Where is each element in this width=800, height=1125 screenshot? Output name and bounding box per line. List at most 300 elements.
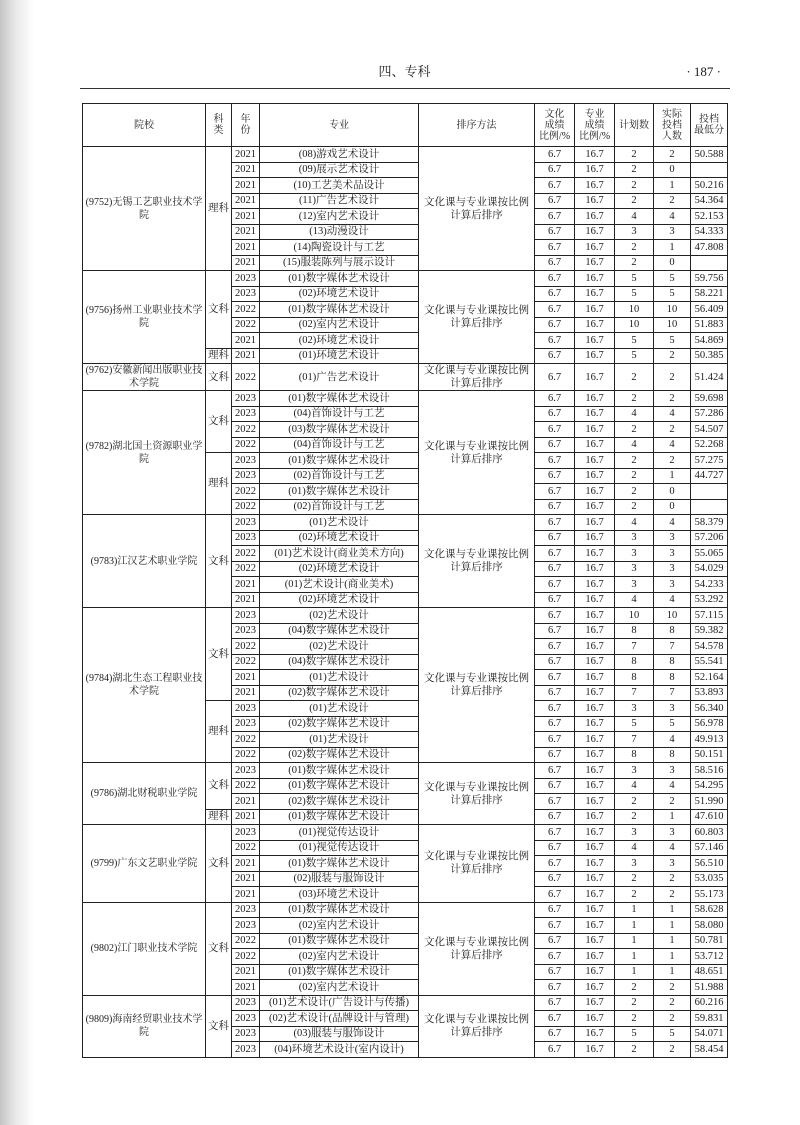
table-row (83, 825, 728, 841)
major-cell: (01)视觉传达设计 (260, 825, 419, 841)
admitted-cell: 4 (654, 840, 691, 856)
header-line: 人数 (662, 130, 682, 142)
method-cell: 文化课与专业课按比例计算后排序 (419, 995, 535, 1057)
culture-ratio-cell: 6.7 (535, 608, 575, 624)
admitted-cell: 2 (654, 995, 691, 1011)
year-cell: 2021 (232, 964, 260, 980)
admitted-cell: 4 (654, 732, 691, 748)
culture-ratio-cell: 6.7 (535, 468, 575, 484)
culture-ratio-cell: 6.7 (535, 980, 575, 996)
year-cell: 2021 (232, 209, 260, 225)
major-cell: (12)室内艺术设计 (260, 209, 419, 225)
culture-ratio-cell: 6.7 (535, 623, 575, 639)
culture-ratio-cell: 6.7 (535, 763, 575, 779)
major-ratio-cell: 16.7 (575, 577, 615, 593)
culture-ratio-cell: 6.7 (535, 1042, 575, 1058)
major-ratio-cell: 16.7 (575, 391, 615, 407)
plan-cell: 2 (615, 193, 654, 209)
major-ratio-cell: 16.7 (575, 209, 615, 225)
year-cell: 2022 (232, 302, 260, 318)
major-ratio-cell: 16.7 (575, 763, 615, 779)
min-score-cell: 51.990 (691, 794, 728, 810)
method-cell: 文化课与专业课按比例计算后排序 (419, 825, 535, 903)
major-cell: (01)数字媒体艺术设计 (260, 809, 419, 825)
min-score-cell: 58.628 (691, 902, 728, 918)
major-ratio-cell: 16.7 (575, 887, 615, 903)
min-score-cell: 58.516 (691, 763, 728, 779)
year-cell: 2021 (232, 809, 260, 825)
min-score-cell: 57.275 (691, 453, 728, 469)
culture-ratio-cell: 6.7 (535, 747, 575, 763)
major-cell: (02)室内艺术设计 (260, 918, 419, 934)
year-cell: 2023 (232, 763, 260, 779)
min-score-cell: 44.727 (691, 468, 728, 484)
plan-cell: 2 (615, 499, 654, 515)
header-major-label: 专业 (329, 119, 349, 131)
major-cell: (02)首饰设计与工艺 (260, 499, 419, 515)
year-cell: 2023 (232, 453, 260, 469)
method-cell: 文化课与专业课按比例计算后排序 (419, 515, 535, 608)
admitted-cell: 0 (654, 162, 691, 178)
year-cell: 2023 (232, 825, 260, 841)
major-ratio-cell: 16.7 (575, 809, 615, 825)
admitted-cell: 0 (654, 255, 691, 271)
major-cell: (01)环境艺术设计 (260, 348, 419, 364)
admitted-cell: 1 (654, 964, 691, 980)
year-cell: 2022 (232, 654, 260, 670)
school-cell: (9783)江汉艺术职业学院 (83, 515, 206, 608)
major-cell: (02)服装与服饰设计 (260, 871, 419, 887)
year-cell: 2022 (232, 364, 260, 391)
plan-cell: 1 (615, 949, 654, 965)
min-score-cell: 59.382 (691, 623, 728, 639)
major-cell: (01)艺术设计 (260, 701, 419, 717)
min-score-cell: 58.379 (691, 515, 728, 531)
culture-ratio-cell: 6.7 (535, 809, 575, 825)
culture-ratio-cell: 6.7 (535, 592, 575, 608)
school-cell: (9809)海南经贸职业技术学院 (83, 995, 206, 1057)
plan-cell: 5 (615, 271, 654, 287)
header-line: 实际 (662, 108, 682, 120)
major-ratio-cell: 16.7 (575, 484, 615, 500)
plan-cell: 2 (615, 422, 654, 438)
major-ratio-cell: 16.7 (575, 1042, 615, 1058)
min-score-cell: 53.035 (691, 871, 728, 887)
culture-ratio-cell: 6.7 (535, 778, 575, 794)
header-method-label: 排序方法 (456, 119, 497, 131)
header-line: 专业 (584, 108, 605, 120)
min-score-cell: 48.651 (691, 964, 728, 980)
category-cell: 文科 (206, 391, 232, 453)
min-score-cell: 53.893 (691, 685, 728, 701)
min-score-cell: 54.029 (691, 561, 728, 577)
major-ratio-cell: 16.7 (575, 685, 615, 701)
admitted-cell: 3 (654, 546, 691, 562)
major-cell: (01)数字媒体艺术设计 (260, 453, 419, 469)
plan-cell: 3 (615, 224, 654, 240)
header-line: 文化 (544, 108, 565, 120)
admitted-cell: 2 (654, 1042, 691, 1058)
plan-cell: 3 (615, 561, 654, 577)
year-cell: 2023 (232, 391, 260, 407)
year-cell: 2021 (232, 178, 260, 194)
min-score-cell: 56.978 (691, 716, 728, 732)
year-cell: 2023 (232, 995, 260, 1011)
plan-cell: 4 (615, 840, 654, 856)
min-score-cell: 59.698 (691, 391, 728, 407)
major-cell: (01)数字媒体艺术设计 (260, 964, 419, 980)
major-ratio-cell: 16.7 (575, 1011, 615, 1027)
table-row (83, 608, 728, 624)
year-cell: 2023 (232, 286, 260, 302)
admitted-cell: 1 (654, 468, 691, 484)
culture-ratio-cell: 6.7 (535, 654, 575, 670)
year-cell: 2021 (232, 670, 260, 686)
header-plan-label: 计划数 (619, 119, 649, 131)
category-cell: 文科 (206, 515, 232, 608)
major-ratio-cell: 16.7 (575, 1026, 615, 1042)
min-score-cell: 57.286 (691, 406, 728, 422)
header-line: 比例/% (578, 130, 611, 142)
admitted-cell: 4 (654, 778, 691, 794)
plan-cell: 3 (615, 577, 654, 593)
plan-cell: 10 (615, 302, 654, 318)
major-cell: (01)艺术设计 (260, 670, 419, 686)
major-ratio-cell: 16.7 (575, 902, 615, 918)
table-row (83, 995, 728, 1011)
year-cell: 2022 (232, 484, 260, 500)
culture-ratio-cell: 6.7 (535, 437, 575, 453)
admitted-cell: 8 (654, 623, 691, 639)
year-cell: 2022 (232, 317, 260, 333)
year-cell: 2023 (232, 716, 260, 732)
year-cell: 2022 (232, 561, 260, 577)
admissions-table (82, 103, 728, 1058)
year-cell: 2022 (232, 933, 260, 949)
admitted-cell: 5 (654, 716, 691, 732)
min-score-cell: 54.869 (691, 333, 728, 349)
culture-ratio-cell: 6.7 (535, 685, 575, 701)
culture-ratio-cell: 6.7 (535, 348, 575, 364)
year-cell: 2021 (232, 255, 260, 271)
major-cell: (03)服装与服饰设计 (260, 1026, 419, 1042)
min-score-cell: 50.781 (691, 933, 728, 949)
year-cell: 2023 (232, 1042, 260, 1058)
page-number: · 187 · (686, 64, 721, 79)
year-cell: 2022 (232, 840, 260, 856)
plan-cell: 3 (615, 763, 654, 779)
header-admitted (654, 104, 691, 147)
table-row (83, 271, 728, 287)
min-score-cell: 56.510 (691, 856, 728, 872)
major-ratio-cell: 16.7 (575, 623, 615, 639)
plan-cell: 8 (615, 747, 654, 763)
header-row (83, 104, 728, 147)
year-cell: 2021 (232, 193, 260, 209)
plan-cell: 4 (615, 406, 654, 422)
culture-ratio-cell: 6.7 (535, 530, 575, 546)
header-line: 投档 (699, 114, 719, 125)
major-cell: (01)艺术设计(商业美术方向) (260, 546, 419, 562)
plan-cell: 2 (615, 147, 654, 163)
year-cell: 2022 (232, 778, 260, 794)
major-cell: (02)环境艺术设计 (260, 333, 419, 349)
major-cell: (02)室内艺术设计 (260, 949, 419, 965)
min-score-cell: 47.808 (691, 240, 728, 256)
year-cell: 2023 (232, 468, 260, 484)
culture-ratio-cell: 6.7 (535, 546, 575, 562)
min-score-cell: 54.233 (691, 577, 728, 593)
major-cell: (02)数字媒体艺术设计 (260, 685, 419, 701)
plan-cell: 2 (615, 1011, 654, 1027)
culture-ratio-cell: 6.7 (535, 255, 575, 271)
major-ratio-cell: 16.7 (575, 255, 615, 271)
plan-cell: 2 (615, 255, 654, 271)
min-score-cell (691, 484, 728, 500)
plan-cell: 2 (615, 871, 654, 887)
min-score-cell: 53.712 (691, 949, 728, 965)
category-cell: 文科 (206, 608, 232, 701)
culture-ratio-cell: 6.7 (535, 856, 575, 872)
year-cell: 2021 (232, 577, 260, 593)
culture-ratio-cell: 6.7 (535, 515, 575, 531)
plan-cell: 3 (615, 825, 654, 841)
min-score-cell: 51.424 (691, 364, 728, 391)
year-cell: 2023 (232, 515, 260, 531)
major-cell: (03)环境艺术设计 (260, 887, 419, 903)
header-method (419, 104, 535, 147)
major-ratio-cell: 16.7 (575, 732, 615, 748)
major-ratio-cell: 16.7 (575, 670, 615, 686)
admitted-cell: 2 (654, 348, 691, 364)
major-cell: (01)数字媒体艺术设计 (260, 856, 419, 872)
major-ratio-cell: 16.7 (575, 333, 615, 349)
culture-ratio-cell: 6.7 (535, 453, 575, 469)
year-cell: 2023 (232, 918, 260, 934)
major-ratio-cell: 16.7 (575, 286, 615, 302)
culture-ratio-cell: 6.7 (535, 422, 575, 438)
method-cell: 文化课与专业课按比例计算后排序 (419, 364, 535, 391)
culture-ratio-cell: 6.7 (535, 670, 575, 686)
year-cell: 2022 (232, 639, 260, 655)
header-line: 最低分 (694, 125, 724, 136)
year-cell: 2023 (232, 1011, 260, 1027)
category-cell: 文科 (206, 271, 232, 349)
major-cell: (02)艺术设计 (260, 608, 419, 624)
major-cell: (03)数字媒体艺术设计 (260, 422, 419, 438)
min-score-cell: 57.115 (691, 608, 728, 624)
plan-cell: 4 (615, 209, 654, 225)
year-cell: 2022 (232, 499, 260, 515)
method-cell: 文化课与专业课按比例计算后排序 (419, 271, 535, 364)
table-row (83, 391, 728, 407)
major-cell: (02)数字媒体艺术设计 (260, 716, 419, 732)
major-ratio-cell: 16.7 (575, 348, 615, 364)
year-cell: 2021 (232, 592, 260, 608)
plan-cell: 3 (615, 546, 654, 562)
major-ratio-cell: 16.7 (575, 406, 615, 422)
admitted-cell: 4 (654, 515, 691, 531)
table-row (83, 763, 728, 779)
culture-ratio-cell: 6.7 (535, 825, 575, 841)
culture-ratio-cell: 6.7 (535, 499, 575, 515)
admitted-cell: 3 (654, 856, 691, 872)
major-ratio-cell: 16.7 (575, 778, 615, 794)
category-cell: 文科 (206, 902, 232, 995)
min-score-cell: 50.216 (691, 178, 728, 194)
year-cell: 2021 (232, 147, 260, 163)
method-cell: 文化课与专业课按比例计算后排序 (419, 391, 535, 515)
major-cell: (01)数字媒体艺术设计 (260, 484, 419, 500)
major-cell: (04)环境艺术设计(室内设计) (260, 1042, 419, 1058)
major-cell: (02)室内艺术设计 (260, 317, 419, 333)
major-cell: (01)数字媒体艺术设计 (260, 271, 419, 287)
plan-cell: 4 (615, 592, 654, 608)
culture-ratio-cell: 6.7 (535, 995, 575, 1011)
admitted-cell: 3 (654, 763, 691, 779)
admitted-cell: 3 (654, 825, 691, 841)
culture-ratio-cell: 6.7 (535, 716, 575, 732)
min-score-cell: 51.988 (691, 980, 728, 996)
major-cell: (01)数字媒体艺术设计 (260, 302, 419, 318)
plan-cell: 2 (615, 484, 654, 500)
admitted-cell: 4 (654, 209, 691, 225)
plan-cell: 5 (615, 1026, 654, 1042)
category-cell: 理科 (206, 701, 232, 763)
plan-cell: 8 (615, 623, 654, 639)
major-cell: (02)室内艺术设计 (260, 980, 419, 996)
year-cell: 2021 (232, 871, 260, 887)
plan-cell: 3 (615, 530, 654, 546)
major-ratio-cell: 16.7 (575, 422, 615, 438)
major-cell: (02)环境艺术设计 (260, 286, 419, 302)
admitted-cell: 1 (654, 949, 691, 965)
major-ratio-cell: 16.7 (575, 499, 615, 515)
category-cell: 文科 (206, 995, 232, 1057)
header-school (83, 104, 206, 147)
culture-ratio-cell: 6.7 (535, 193, 575, 209)
culture-ratio-cell: 6.7 (535, 147, 575, 163)
plan-cell: 3 (615, 701, 654, 717)
admitted-cell: 10 (654, 317, 691, 333)
admitted-cell: 2 (654, 453, 691, 469)
culture-ratio-cell: 6.7 (535, 391, 575, 407)
culture-ratio-cell: 6.7 (535, 286, 575, 302)
major-ratio-cell: 16.7 (575, 980, 615, 996)
year-cell: 2023 (232, 701, 260, 717)
plan-cell: 4 (615, 778, 654, 794)
school-cell: (9756)扬州工业职业技术学院 (83, 271, 206, 364)
admitted-cell: 7 (654, 639, 691, 655)
major-ratio-cell: 16.7 (575, 701, 615, 717)
admitted-cell: 5 (654, 286, 691, 302)
section-title: 四、专科 (378, 64, 431, 79)
major-cell: (09)展示艺术设计 (260, 162, 419, 178)
major-cell: (01)数字媒体艺术设计 (260, 933, 419, 949)
school-cell: (9784)湖北生态工程职业技术学院 (83, 608, 206, 763)
culture-ratio-cell: 6.7 (535, 1011, 575, 1027)
major-ratio-cell: 16.7 (575, 530, 615, 546)
year-cell: 2021 (232, 162, 260, 178)
major-ratio-cell: 16.7 (575, 964, 615, 980)
major-cell: (04)首饰设计与工艺 (260, 437, 419, 453)
culture-ratio-cell: 6.7 (535, 271, 575, 287)
year-cell: 2023 (232, 1026, 260, 1042)
major-ratio-cell: 16.7 (575, 747, 615, 763)
major-cell: (02)艺术设计 (260, 639, 419, 655)
major-cell: (01)数字媒体艺术设计 (260, 391, 419, 407)
major-ratio-cell: 16.7 (575, 933, 615, 949)
major-ratio-cell: 16.7 (575, 592, 615, 608)
major-ratio-cell: 16.7 (575, 856, 615, 872)
school-cell: (9782)湖北国土资源职业学院 (83, 391, 206, 515)
category-cell: 理科 (206, 453, 232, 515)
min-score-cell: 58.080 (691, 918, 728, 934)
major-ratio-cell: 16.7 (575, 825, 615, 841)
plan-cell: 3 (615, 856, 654, 872)
major-ratio-cell: 16.7 (575, 453, 615, 469)
major-ratio-cell: 16.7 (575, 178, 615, 194)
culture-ratio-cell: 6.7 (535, 333, 575, 349)
major-cell: (01)艺术设计(广告设计与传播) (260, 995, 419, 1011)
plan-cell: 1 (615, 918, 654, 934)
plan-cell: 2 (615, 980, 654, 996)
admitted-cell: 2 (654, 887, 691, 903)
major-cell: (01)视觉传达设计 (260, 840, 419, 856)
year-cell: 2023 (232, 902, 260, 918)
table-row (83, 147, 728, 163)
min-score-cell: 59.756 (691, 271, 728, 287)
major-cell: (01)艺术设计 (260, 515, 419, 531)
running-head (82, 63, 727, 81)
plan-cell: 5 (615, 286, 654, 302)
plan-cell: 1 (615, 964, 654, 980)
major-cell: (01)艺术设计(商业美术) (260, 577, 419, 593)
admitted-cell: 2 (654, 193, 691, 209)
plan-cell: 2 (615, 468, 654, 484)
min-score-cell: 47.610 (691, 809, 728, 825)
min-score-cell: 55.541 (691, 654, 728, 670)
header-line: 比例/% (538, 130, 571, 142)
plan-cell: 4 (615, 437, 654, 453)
year-cell: 2021 (232, 240, 260, 256)
admitted-cell: 4 (654, 437, 691, 453)
culture-ratio-cell: 6.7 (535, 949, 575, 965)
major-ratio-cell: 16.7 (575, 871, 615, 887)
admitted-cell: 8 (654, 654, 691, 670)
culture-ratio-cell: 6.7 (535, 484, 575, 500)
plan-cell: 5 (615, 333, 654, 349)
major-cell: (02)数字媒体艺术设计 (260, 747, 419, 763)
method-cell: 文化课与专业课按比例计算后排序 (419, 902, 535, 995)
culture-ratio-cell: 6.7 (535, 887, 575, 903)
min-score-cell: 51.883 (691, 317, 728, 333)
major-cell: (02)环境艺术设计 (260, 561, 419, 577)
header-culture-ratio (535, 104, 575, 147)
major-ratio-cell: 16.7 (575, 716, 615, 732)
major-cell: (15)服装陈列与展示设计 (260, 255, 419, 271)
culture-ratio-cell: 6.7 (535, 794, 575, 810)
header-line: 投档 (662, 119, 682, 131)
school-cell: (9786)湖北财税职业学院 (83, 763, 206, 825)
major-cell: (02)数字媒体艺术设计 (260, 794, 419, 810)
culture-ratio-cell: 6.7 (535, 840, 575, 856)
year-cell: 2021 (232, 685, 260, 701)
category-cell: 理科 (206, 348, 232, 364)
admitted-cell: 2 (654, 1011, 691, 1027)
year-cell: 2021 (232, 794, 260, 810)
plan-cell: 1 (615, 902, 654, 918)
